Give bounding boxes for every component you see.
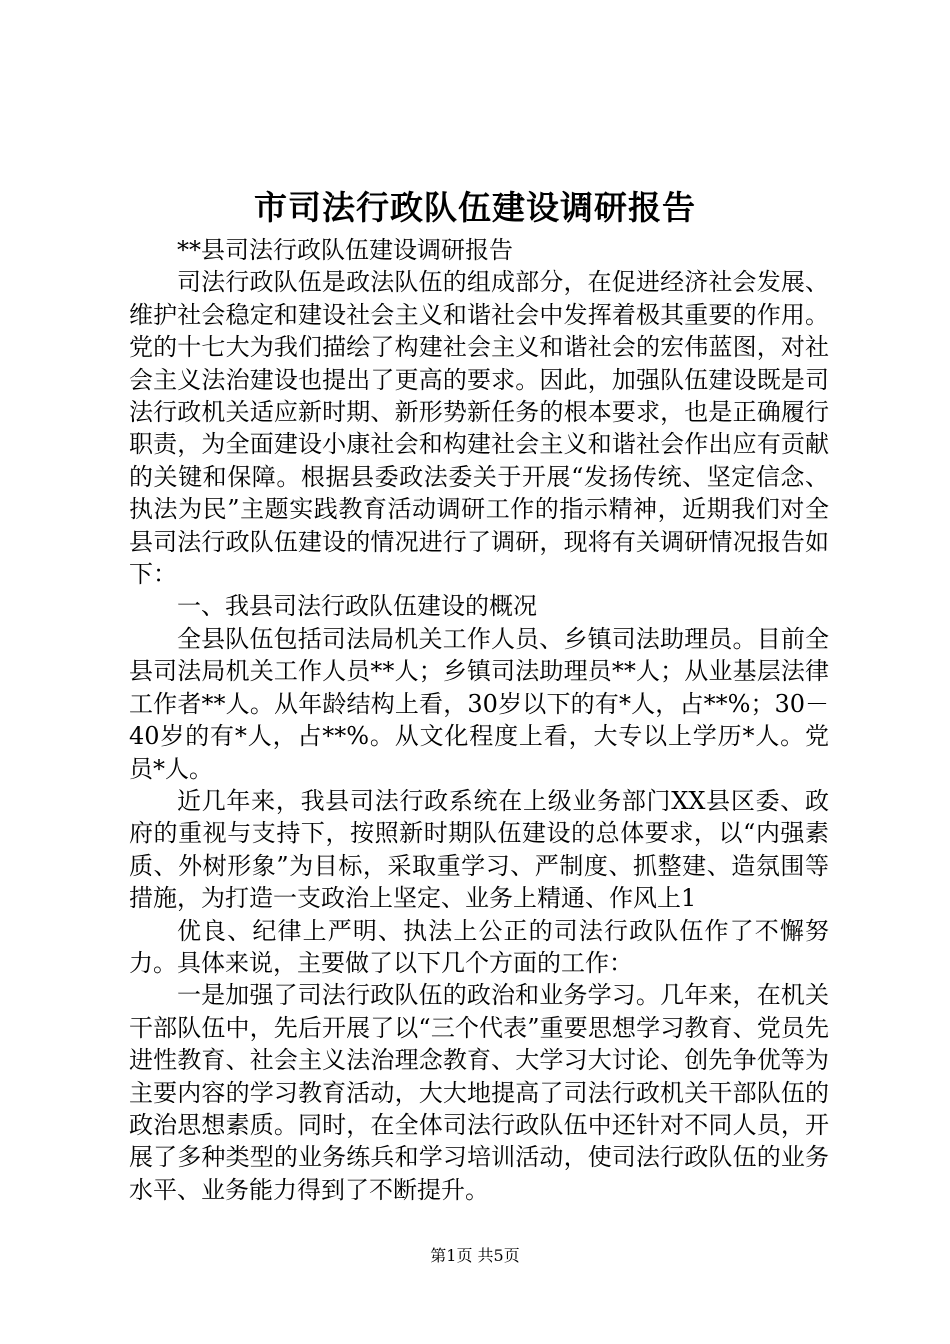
paragraph-recent-years: 近几年来，我县司法行政系统在上级业务部门XX县区委、政府的重视与支持下，按照新时期队伍建设的总体要求，以“内强素质、外树形象”为目标，采取重学习、严制度、抓整建、造氛围等措施，为打造一支政治上坚定、业务上精通、作风上1 <box>129 786 829 913</box>
paragraph-intro: 司法行政队伍是政法队伍的组成部分，在促进经济社会发展、维护社会稳定和建设社会主义和谐社会中发挥着极其重要的作用。党的十七大为我们描绘了构建社会主义和谐社会的宏伟蓝图，对社会主义法治建设也提出了更高的要求。因此，加强队伍建设既是司法行政机关适应新时期、新形势新任务的根本要求，也是正确履行职责，为全面建设小康社会和构建社会主义和谐社会作出应有贡献的关键和保障。根据县委政法委关于开展“发扬传统、坚定信念、执法为民”主题实践教育活动调研工作的指示精神，近期我们对全县司法行政队伍建设的情况进行了调研，现将有关调研情况报告如下： <box>129 268 829 589</box>
paragraph-study: 一是加强了司法行政队伍的政治和业务学习。几年来，在机关干部队伍中，先后开展了以“三个代表”重要思想学习教育、党员先进性教育、社会主义法治理念教育、大学习大讨论、创先争优等为主要内容的学习教育活动，大大地提高了司法行政机关干部队伍的政治思想素质。同时，在全体司法行政队伍中还针对不同人员，开展了多种类型的业务练兵和学习培训活动，使司法行政队伍的业务水平、业务能力得到了不断提升。 <box>129 981 829 1204</box>
document-body <box>129 234 829 1206</box>
paragraph-staff-overview: 全县队伍包括司法局机关工作人员、乡镇司法助理员。目前全县司法局机关工作人员**人；乡镇司法助理员**人；从业基层法律工作者**人。从年龄结构上看，30岁以下的有*人，占**%；30－40岁的有*人，占**%。从文化程度上看，大专以上学历*人。党员*人。 <box>129 624 829 783</box>
section-heading-1: 一、我县司法行政队伍建设的概况 <box>177 592 537 621</box>
paragraph-subtitle: **县司法行政队伍建设调研报告 <box>177 236 513 264</box>
document-title: 市司法行政队伍建设调研报告 <box>254 188 696 227</box>
paragraph-continuation: 优良、纪律上严明、执法上公正的司法行政队伍作了不懈努力。具体来说，主要做了以下几个方面的工作： <box>129 916 829 977</box>
page-footer: 第1页 共5页 <box>430 1246 520 1265</box>
